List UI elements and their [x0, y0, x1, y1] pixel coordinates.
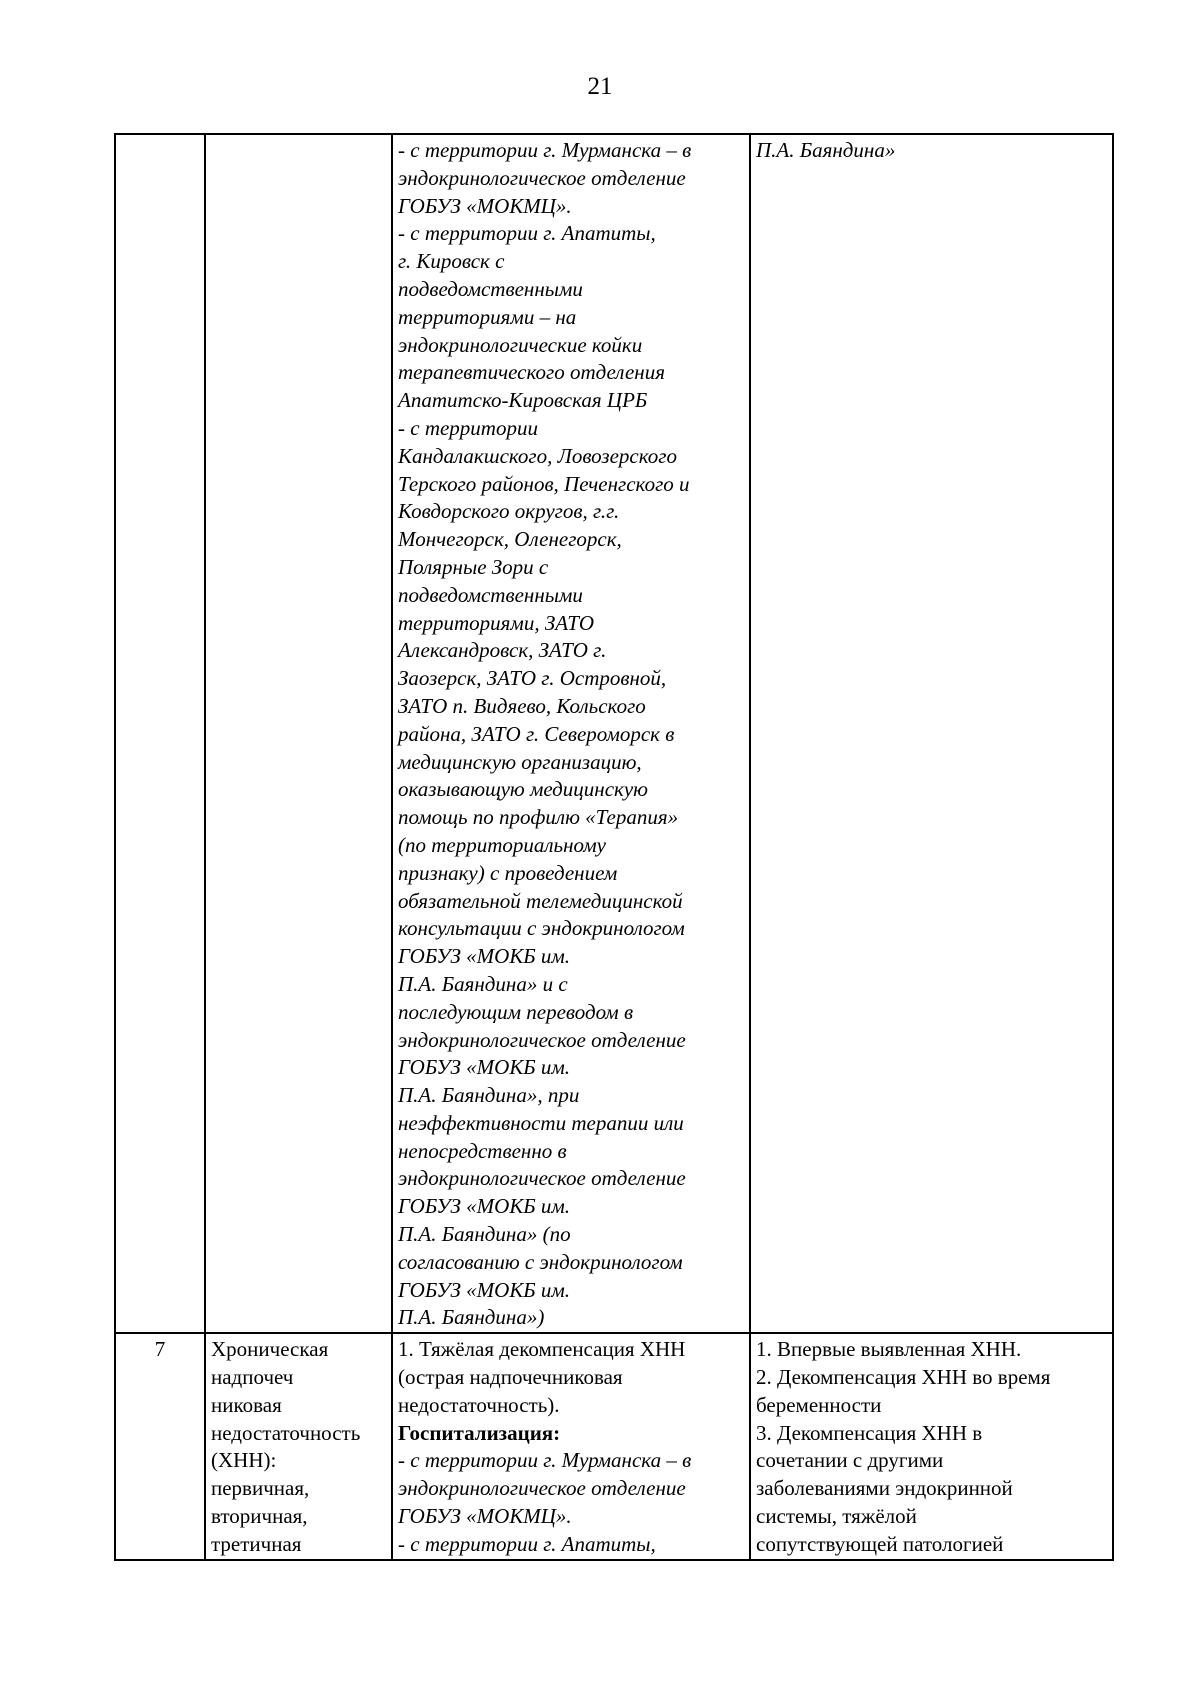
routing-text-line: П.А. Баяндина», при	[398, 1083, 580, 1108]
notes-text-line: системы, тяжёлой	[756, 1504, 917, 1529]
condition-text-line: Хроническая	[211, 1337, 329, 1362]
routing-table	[114, 133, 1114, 1561]
routing-text-line: территориями – на	[398, 304, 577, 329]
condition-text-line: надпочеч	[211, 1365, 294, 1390]
routing-text-line: - с территории г. Мурманска – в	[398, 1448, 692, 1473]
routing-text-line: ГОБУЗ «МОКБ им.	[398, 1194, 571, 1219]
routing-text-line: терапевтического отделения	[398, 360, 665, 385]
notes-cell	[750, 134, 1113, 1333]
routing-text-line: Мончегорск, Оленегорск,	[398, 527, 622, 552]
routing-text-line: медицинскую организацию,	[398, 749, 642, 774]
notes-text-line: П.А. Баяндина»	[756, 138, 896, 162]
notes-text-line: беременности	[756, 1392, 882, 1417]
routing-cell	[392, 1333, 750, 1559]
condition-text-line: никовая	[211, 1392, 282, 1417]
notes-text-line: заболеваниями эндокринной	[756, 1476, 1013, 1501]
row-number-cell	[115, 1333, 205, 1559]
indications-block	[398, 1336, 744, 1419]
notes-text-line: сопутствующей патологией	[756, 1531, 1004, 1556]
indication-text-line: 1. Тяжёлая декомпенсация ХНН	[398, 1337, 686, 1362]
notes-text-line: сочетании с другими	[756, 1448, 944, 1473]
routing-text-line: П.А. Баяндина»)	[398, 1305, 545, 1330]
table-row-continued	[115, 134, 1113, 1333]
routing-text-line: согласованию с эндокринологом	[398, 1249, 683, 1274]
routing-text-line: обязательной телемедицинской	[398, 888, 683, 913]
routing-text-line: Апатитско-Кировская ЦРБ	[398, 388, 648, 413]
routing-cell	[392, 134, 750, 1333]
routing-text-line: Терского районов, Печенгского и	[398, 471, 690, 496]
routing-text-line: эндокринологическое отделение	[398, 1476, 686, 1501]
routing-text-line: ЗАТО п. Видяево, Кольского	[398, 693, 646, 718]
condition-text-line: недостаточность	[211, 1420, 361, 1445]
row-number: 7	[154, 1337, 166, 1362]
routing-text-line: ГОБУЗ «МОКБ им.	[398, 1277, 571, 1302]
routing-text-line: П.А. Баяндина» (по	[398, 1222, 571, 1247]
routing-text-line: признаку) с проведением	[398, 860, 618, 885]
routing-text-line: эндокринологическое отделение	[398, 1166, 686, 1191]
routing-text-line: помощь по профилю «Терапия»	[398, 805, 679, 830]
routing-text-line: эндокринологические койки	[398, 332, 643, 357]
routing-text-line: неэффективности терапии или	[398, 1110, 684, 1135]
routing-text-line: подведомственными	[398, 582, 583, 607]
row-number-cell	[115, 134, 205, 1333]
condition-text-line: вторичная,	[211, 1504, 308, 1529]
page-number: 21	[587, 73, 613, 100]
table-row-7	[115, 1333, 1113, 1559]
routing-text-line: - с территории	[398, 415, 538, 440]
condition-cell	[205, 134, 392, 1333]
routing-text-line: ГОБУЗ «МОКБ им.	[398, 944, 571, 969]
routing-text-line: - с территории г. Апатиты,	[398, 1531, 656, 1556]
routing-text-line: подведомственными	[398, 276, 583, 301]
routing-text-line: Заозерск, ЗАТО г. Островной,	[398, 666, 667, 691]
routing-text-line: П.А. Баяндина» и с	[398, 971, 568, 996]
hospitalization-heading: Госпитализация:	[398, 1420, 561, 1445]
condition-text-line: (ХНН):	[211, 1448, 277, 1473]
routing-text-line: Кандалакшского, Ловозерского	[398, 443, 677, 468]
notes-text-line: 2. Декомпенсация ХНН во время	[756, 1365, 1051, 1390]
condition-cell	[205, 1333, 392, 1559]
routing-text-line: г. Кировск с	[398, 249, 505, 274]
routing-text-line: эндокринологическое отделение	[398, 165, 686, 190]
routing-text-line: ГОБУЗ «МОКМЦ».	[398, 193, 572, 218]
notes-cell	[750, 1333, 1113, 1559]
routing-text-line: консультации с эндокринологом	[398, 916, 685, 941]
indication-text-line: недостаточность).	[398, 1392, 560, 1417]
indication-text-line: (острая надпочечниковая	[398, 1365, 623, 1390]
routing-text-line: последующим переводом в	[398, 999, 634, 1024]
routing-text-line: эндокринологическое отделение	[398, 1027, 686, 1052]
routing-text-line: - с территории г. Мурманска – в	[398, 138, 692, 162]
routing-text-line: оказывающую медицинскую	[398, 777, 648, 802]
notes-text-line: 1. Впервые выявленная ХНН.	[756, 1337, 1022, 1362]
routing-text-line: ГОБУЗ «МОКМЦ».	[398, 1504, 572, 1529]
notes-text-line: 3. Декомпенсация ХНН в	[756, 1420, 983, 1445]
condition-text-line: первичная,	[211, 1476, 310, 1501]
routing-text-line: района, ЗАТО г. Североморск в	[398, 721, 675, 746]
routing-text-line: Ковдорского округов, г.г.	[398, 499, 620, 524]
routing-text-line: Полярные Зори с	[398, 554, 549, 579]
routing-text-line: территориями, ЗАТО	[398, 610, 595, 635]
routing-text-line: - с территории г. Апатиты,	[398, 221, 656, 246]
routing-text-line: (по территориальному	[398, 832, 606, 857]
routing-text-line: ГОБУЗ «МОКБ им.	[398, 1055, 571, 1080]
routing-text-line: Александровск, ЗАТО г.	[398, 638, 607, 663]
condition-text-line: третичная	[211, 1531, 302, 1556]
routing-text-line: непосредственно в	[398, 1138, 567, 1163]
routing-block	[398, 1447, 744, 1558]
